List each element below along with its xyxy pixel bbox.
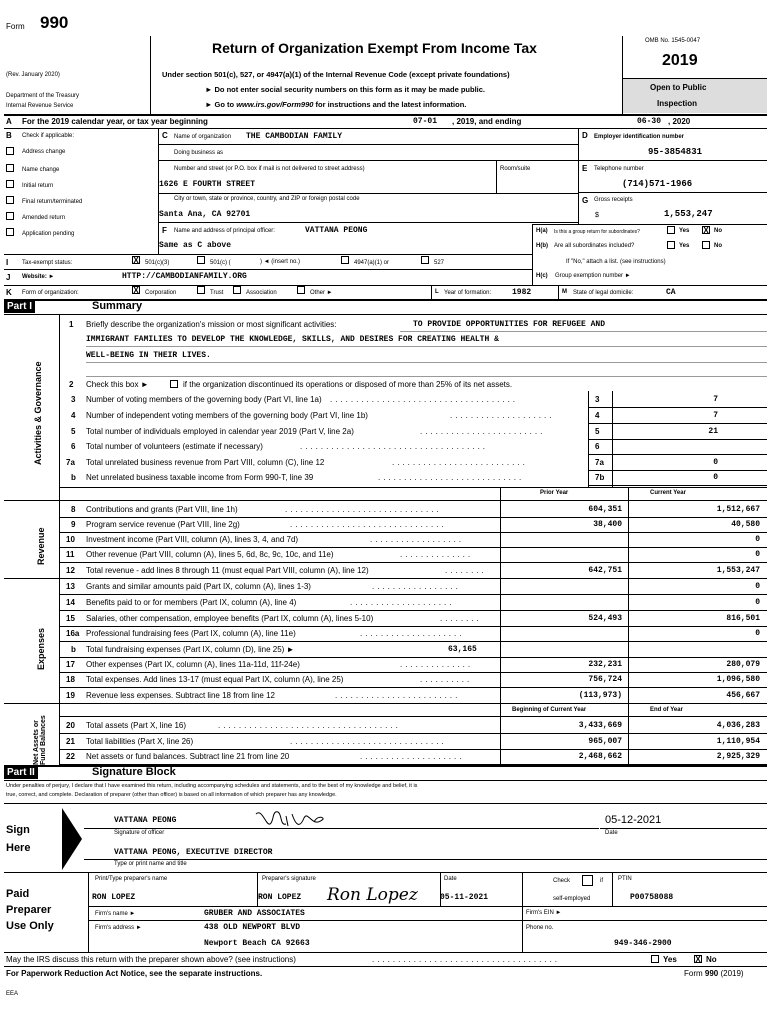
preparer-date-label: Date — [444, 876, 457, 882]
opt-other: Other ► — [310, 290, 333, 296]
prior-year-value: 965,007 — [588, 737, 622, 746]
revision-date: (Rev. January 2020) — [6, 72, 60, 78]
fin-line-text: Total liabilities (Part X, line 26) — [86, 737, 194, 746]
gov-line-num: 4 — [71, 411, 76, 420]
hc-label: H(c) — [536, 273, 548, 279]
prior-year-value: 756,724 — [588, 675, 622, 684]
officer-name-title: VATTANA PEONG, EXECUTIVE DIRECTOR — [114, 848, 273, 857]
preparer-signature-image: Ron Lopez — [327, 885, 418, 905]
checkbox-application-pending[interactable] — [6, 228, 14, 236]
hb-label: H(b) — [536, 243, 548, 249]
dept-irs: Internal Revenue Service — [6, 103, 74, 109]
gov-line-num: b — [71, 473, 76, 482]
fin-inline-value: 63,165 — [448, 645, 477, 654]
leader-dots: .............. — [400, 660, 474, 669]
checkbox-discontinued[interactable] — [170, 380, 178, 388]
city-state-zip: Santa Ana, CA 92701 — [159, 210, 251, 219]
gov-line-text: Number of independent voting members of the governing body (Part VI, line 1b) — [86, 411, 368, 420]
leader-dots: ........................ — [420, 427, 546, 436]
fin-line-num: 15 — [66, 614, 75, 623]
street-label: Number and street (or P.O. box if mail is not delivered to street address) — [174, 166, 365, 172]
line2-text-a: Check this box ► — [86, 380, 149, 389]
eea-label: EEA — [6, 991, 19, 997]
gov-line-text: Total number of volunteers (estimate if necessary) — [86, 442, 263, 451]
leader-dots: ........ — [440, 614, 482, 623]
year-begin: 07-01 — [413, 117, 438, 126]
fin-line-text: Total revenue - add lines 8 through 11 (must equal Part VIII, column (A), line 12) — [86, 566, 369, 575]
prior-year-value: 38,400 — [593, 520, 622, 529]
leader-dots: ........ — [445, 566, 487, 575]
leader-dots: .................................... — [300, 442, 489, 451]
checkbox-address-change[interactable] — [6, 147, 14, 155]
fin-line-text: Grants and similar amounts paid (Part IX, column (A), lines 1-3) — [86, 582, 311, 591]
fin-line-text: Contributions and grants (Part VIII, line 1h) — [86, 505, 238, 514]
opt-4947: 4947(a)(1) or — [354, 260, 390, 266]
fin-line-text: Other revenue (Part VIII, column (A), lines 5, 6d, 8c, 9c, 10c, and 11e) — [86, 550, 334, 559]
opt-application-pending: Application pending — [22, 231, 75, 237]
gov-line-text: Total number of individuals employed in calendar year 2019 (Part V, line 2a) — [86, 427, 354, 436]
discuss-yes: Yes — [663, 955, 677, 964]
prior-year-value: 604,351 — [588, 505, 622, 514]
opt-name-change: Name change — [22, 167, 60, 173]
ha-text: Is this a group return for subordinates? — [554, 229, 640, 235]
current-year-value: 1,553,247 — [716, 566, 760, 575]
gov-line-num: 7a — [66, 458, 75, 467]
opt-association: Association — [246, 290, 277, 296]
leader-dots: ............................ — [378, 473, 525, 482]
current-year-value: 40,580 — [731, 520, 760, 529]
discuss-yes-checkbox[interactable] — [651, 955, 659, 963]
current-year-value: 0 — [755, 629, 760, 638]
gov-line-num: 3 — [71, 395, 76, 404]
sign-label: Sign — [6, 824, 30, 836]
if-label: if — [600, 878, 603, 884]
open-public: Open to Public — [650, 83, 707, 92]
fin-line-text: Revenue less expenses. Subtract line 18 from line 12 — [86, 691, 275, 700]
preparer-name: RON LOPEZ — [92, 893, 136, 902]
current-year-value: 0 — [755, 535, 760, 544]
c-label: C — [162, 131, 168, 140]
checkbox-corporation[interactable]: X — [133, 286, 139, 295]
omb-number: OMB No. 1545-0047 — [645, 38, 701, 44]
mission-line1: TO PROVIDE OPPORTUNITIES FOR REFUGEE AND — [413, 320, 606, 329]
opt-527: 527 — [434, 260, 445, 266]
line-b-label: B — [6, 131, 12, 140]
form-title: Return of Organization Exempt From Income Tax — [212, 40, 537, 56]
current-year-value: 1,512,667 — [716, 505, 760, 514]
year-formation-label: Year of formation: — [444, 290, 492, 296]
preparer-date: 05-11-2021 — [440, 893, 489, 902]
prior-year-value: 524,493 — [588, 614, 622, 623]
checkbox-4947[interactable] — [341, 256, 349, 264]
ha-yes-checkbox[interactable] — [667, 226, 675, 234]
d-label: D — [582, 131, 588, 140]
gross-sign: $ — [595, 212, 599, 219]
fin-line-num: 11 — [66, 550, 75, 559]
checkbox-association[interactable] — [233, 286, 241, 294]
form-number: 990 — [40, 13, 69, 32]
checkbox-501c3[interactable]: X — [133, 256, 139, 265]
fin-line-num: 12 — [66, 566, 75, 575]
current-year-value: 0 — [755, 550, 760, 559]
current-year-value: 2,925,329 — [716, 752, 760, 761]
year-end-year: , 2020 — [668, 117, 691, 126]
tax-exempt-label: Tax-exempt status: — [22, 260, 73, 266]
firm-ein-label: Firm's EIN ► — [526, 910, 562, 916]
fin-line-num: 16a — [66, 629, 80, 638]
hb-yes-checkbox[interactable] — [667, 241, 675, 249]
side-expenses: Expenses — [36, 627, 46, 670]
firm-phone-label: Phone no. — [526, 925, 554, 931]
officer-sign-date: 05-12-2021 — [605, 814, 662, 826]
use-only-label: Use Only — [6, 920, 54, 932]
opt-final-return: Final return/terminated — [22, 199, 83, 205]
leader-dots: ................................... — [218, 721, 401, 730]
fin-line-text: Other expenses (Part IX, column (A), lines 11a-11d, 11f-24e) — [86, 660, 300, 669]
gov-line-num: 6 — [71, 442, 76, 451]
checkbox-527[interactable] — [421, 256, 429, 264]
firm-address-line2: Newport Beach CA 92663 — [204, 939, 310, 948]
e-label: E — [582, 164, 588, 173]
hb-yes: Yes — [679, 243, 690, 249]
ha-yes: Yes — [679, 228, 690, 234]
opt-corporation: Corporation — [145, 290, 177, 296]
preparer-ptin: P00758088 — [630, 893, 674, 902]
gov-line-text: Net unrelated business taxable income from Form 990-T, line 39 — [86, 473, 314, 482]
current-year-value: 1,096,580 — [716, 675, 760, 684]
ein-label: Employer identification number — [594, 134, 685, 140]
preparer-name-label: Print/Type preparer's name — [95, 876, 168, 882]
sign-here-arrow — [62, 808, 84, 870]
leader-dots: .................... — [350, 598, 455, 607]
mission-line3: WELL-BEING IN THEIR LIVES. — [86, 351, 211, 360]
opt-address-change: Address change — [22, 149, 66, 155]
gov-line-value: 21 — [708, 427, 718, 436]
part2-title: Signature Block — [92, 766, 176, 778]
form-of-org-label: Form of organization: — [22, 290, 79, 296]
part2-tag: Part II — [4, 766, 38, 779]
opt-501c: 501(c) ( — [210, 260, 231, 266]
leader-dots: .............................. — [290, 737, 447, 746]
line1-text: Briefly describe the organization's mission or most significant activities: — [86, 320, 337, 329]
form-reference: Form 990 (2019) — [684, 969, 744, 978]
leader-dots: .......................... — [392, 458, 528, 467]
current-year-value: 1,110,954 — [716, 737, 760, 746]
dept-treasury: Department of the Treasury — [6, 93, 80, 99]
form-subtitle: Under section 501(c), 527, or 4947(a)(1) of the Internal Revenue Code (except private foundations) — [162, 70, 510, 79]
prior-year-value: (113,973) — [578, 691, 622, 700]
line2-num: 2 — [69, 380, 74, 389]
domicile-state: CA — [666, 288, 676, 297]
gov-line-value: 7 — [713, 395, 718, 404]
leader-dots: .................... — [450, 411, 555, 420]
checkbox-final-return[interactable] — [6, 196, 14, 204]
officer-signature-name: VATTANA PEONG — [114, 816, 177, 825]
gov-line-text: Total unrelated business revenue from Part VIII, column (C), line 12 — [86, 458, 325, 467]
ha-label: H(a) — [536, 228, 548, 234]
website-label: Website: ► — [22, 274, 55, 280]
org-name-label: Name of organization — [174, 134, 232, 140]
leader-dots: .......... — [420, 675, 473, 684]
firm-name: GRUBER AND ASSOCIATES — [204, 909, 305, 918]
fin-line-text: Total expenses. Add lines 13-17 (must equal Part IX, column (A), line 25) — [86, 675, 344, 684]
gov-line-num: 5 — [71, 427, 76, 436]
room-suite-label: Room/suite — [500, 166, 531, 172]
leader-dots: .................................... — [330, 395, 519, 404]
here-label: Here — [6, 842, 31, 854]
current-year-value: 0 — [755, 582, 760, 591]
discuss-no: No — [706, 955, 717, 964]
col-end-year: End of Year — [650, 707, 683, 713]
current-year-value: 4,036,283 — [716, 721, 760, 730]
hb-no-checkbox[interactable] — [702, 241, 710, 249]
city-label: City or town, state or province, country, and ZIP or foreign postal code — [174, 196, 360, 202]
line-a-label: A — [6, 117, 12, 126]
mission-line2: IMMIGRANT FAMILIES TO DEVELOP THE KNOWLEDGE, SKILLS, AND DESIRES FOR CREATING HEALTH & — [86, 335, 499, 344]
ha-no: No — [714, 228, 722, 234]
hb-note: If "No," attach a list. (see instructions) — [566, 259, 666, 265]
check-label: Check — [553, 878, 571, 884]
hb-text: Are all subordinates included? — [554, 243, 635, 249]
phone-label: Telephone number — [594, 166, 644, 172]
line2-text-b: if the organization discontinued its operations or disposed of more than 25% of its net assets. — [183, 380, 513, 389]
gross-label: Gross receipts — [594, 197, 633, 203]
leader-dots: .............. — [400, 550, 474, 559]
preparer-label: Preparer — [6, 904, 52, 916]
org-name: THE CAMBODIAN FAMILY — [246, 132, 343, 141]
current-year-value: 0 — [755, 598, 760, 607]
hc-text: Group exemption number ► — [555, 273, 631, 279]
gov-line-value: 0 — [713, 473, 718, 482]
firm-name-label: Firm's name ► — [95, 911, 136, 917]
principal-officer: VATTANA PEONG — [305, 226, 368, 235]
perjury-line2: true, correct, and complete. Declaration of preparer (other than officer) is based on all information of which preparer has any knowledge. — [6, 792, 337, 798]
prior-year-value: 642,751 — [588, 566, 622, 575]
gov-line-box: 4 — [595, 411, 600, 420]
line-k-label: K — [6, 288, 12, 297]
check-if-applicable: Check if applicable: — [22, 133, 75, 139]
part1-title: Summary — [92, 300, 143, 312]
gov-line-box: 3 — [595, 395, 600, 404]
prior-year-value: 2,468,662 — [578, 752, 622, 761]
gov-line-box: 6 — [595, 442, 600, 451]
checkbox-amended-return[interactable] — [6, 212, 14, 220]
opt-initial-return: Initial return — [22, 183, 54, 189]
fin-line-num: 8 — [71, 505, 76, 514]
year-mid: , 2019, and ending — [452, 117, 522, 126]
opt-amended-return: Amended return — [22, 215, 66, 221]
name-title-label: Type or print name and title — [114, 861, 187, 867]
fin-line-text: Total fundraising expenses (Part IX, column (D), line 25) ► — [86, 645, 295, 654]
col-current-year: Current Year — [650, 490, 686, 496]
officer-signature-image — [252, 806, 332, 830]
fin-line-text: Investment income (Part VIII, column (A), lines 3, 4, and 7d) — [86, 535, 299, 544]
fin-line-text: Salaries, other compensation, employee benefits (Part IX, column (A), lines 5-10) — [86, 614, 374, 623]
fin-line-text: Program service revenue (Part VIII, line 2g) — [86, 520, 240, 529]
line-j-label: J — [6, 273, 11, 282]
firm-phone: 949-346-2900 — [614, 939, 672, 948]
gov-line-box: 7b — [595, 473, 605, 482]
self-employed-label: self-employed — [553, 896, 591, 902]
f-label: F — [162, 226, 167, 235]
line1-num: 1 — [69, 320, 74, 329]
current-year-value: 280,079 — [726, 660, 760, 669]
preparer-sig-name: RON LOPEZ — [258, 893, 302, 902]
ein-value: 95-3854831 — [648, 147, 703, 157]
irs-discuss-dots: .................................... — [372, 955, 561, 964]
gov-line-box: 5 — [595, 427, 600, 436]
current-year-value: 456,667 — [726, 691, 760, 700]
dba-label: Doing business as — [174, 150, 224, 156]
perjury-line1: Under penalties of perjury, I declare that I have examined this return, including accompanying schedules and statements, and to the best of my knowledge and belief, it is — [6, 783, 418, 789]
fin-line-num: 19 — [66, 691, 75, 700]
checkbox-other[interactable] — [297, 286, 305, 294]
gov-line-value: 7 — [713, 411, 718, 420]
checkbox-501c[interactable] — [197, 256, 205, 264]
prior-year-value: 232,231 — [588, 660, 622, 669]
fin-line-num: 13 — [66, 582, 75, 591]
notice-instructions: ► Go to www.irs.gov/Form990 for instructions and the latest information. — [205, 100, 467, 109]
fin-line-num: 14 — [66, 598, 75, 607]
paid-label: Paid — [6, 888, 30, 900]
hb-no: No — [714, 243, 722, 249]
phone-value: (714)571-1966 — [622, 179, 693, 189]
side-net-assets: Net Assets or Fund Balances — [33, 715, 47, 765]
street-address: 1626 E FOURTH STREET — [159, 180, 256, 189]
prior-year-value: 3,433,669 — [578, 721, 622, 730]
line-a-text: For the 2019 calendar year, or tax year beginning — [22, 117, 208, 126]
irs-discuss-text: May the IRS discuss this return with the preparer shown above? (see instructions) — [6, 955, 296, 964]
opt-trust: Trust — [210, 290, 224, 296]
col-beginning-year: Beginning of Current Year — [512, 707, 587, 713]
fin-line-num: 20 — [66, 721, 75, 730]
self-employed-checkbox[interactable] — [582, 875, 593, 886]
gov-line-value: 0 — [713, 458, 718, 467]
side-activities-governance: Activities & Governance — [33, 361, 43, 465]
irs-link[interactable]: www.irs.gov/Form990 — [236, 100, 314, 109]
website-url[interactable]: HTTP://CAMBODIANFAMILY.ORG — [122, 272, 247, 281]
signature-officer-label: Signature of officer — [114, 830, 165, 836]
leader-dots: .................... — [360, 752, 465, 761]
checkbox-name-change[interactable] — [6, 164, 14, 172]
side-revenue: Revenue — [36, 527, 46, 565]
tax-year: 2019 — [662, 52, 698, 69]
gov-line-text: Number of voting members of the governing body (Part VI, line 1a) — [86, 395, 322, 404]
year-formation: 1982 — [512, 288, 532, 297]
inspection: Inspection — [657, 99, 698, 108]
fin-line-num: 17 — [66, 660, 75, 669]
fin-line-text: Total assets (Part X, line 16) — [86, 721, 187, 730]
ha-no-checkbox[interactable]: X — [703, 226, 709, 235]
preparer-sig-label: Preparer's signature — [262, 876, 316, 882]
firm-address-line1: 438 OLD NEWPORT BLVD — [204, 923, 301, 932]
fin-line-num: 9 — [71, 520, 76, 529]
leader-dots: .............................. — [290, 520, 447, 529]
fin-line-text: Professional fundraising fees (Part IX, column (A), line 11e) — [86, 629, 296, 638]
officer-address: Same as C above — [159, 241, 232, 250]
officer-label: Name and address of principal officer: — [174, 228, 275, 234]
ptin-label: PTIN — [618, 876, 632, 882]
fin-line-num: 10 — [66, 535, 75, 544]
gross-receipts: 1,553,247 — [664, 209, 713, 219]
domicile-label: State of legal domicile: — [573, 290, 634, 296]
line-i-label: I — [6, 258, 9, 267]
year-end: 06-30 — [637, 117, 662, 126]
form-label: Form — [6, 22, 25, 31]
m-label: M — [562, 289, 567, 295]
part1-tag: Part I — [4, 300, 35, 313]
opt-501c-insert: ) ◄ (insert no.) — [260, 259, 300, 265]
fin-line-num: 18 — [66, 675, 75, 684]
fin-line-num: 22 — [66, 752, 75, 761]
checkbox-initial-return[interactable] — [6, 180, 14, 188]
leader-dots: .................. — [370, 535, 465, 544]
l-label: L — [435, 289, 439, 295]
g-label: G — [582, 196, 589, 205]
fin-line-text: Net assets or fund balances. Subtract line 21 from line 20 — [86, 752, 290, 761]
notice-ssn: ► Do not enter social security numbers on this form as it may be made public. — [205, 85, 485, 94]
date-label: Date — [605, 830, 618, 836]
discuss-no-checkbox[interactable]: X — [695, 955, 701, 964]
leader-dots: ................. — [372, 582, 461, 591]
current-year-value: 816,501 — [726, 614, 760, 623]
fin-line-num: 21 — [66, 737, 75, 746]
checkbox-trust[interactable] — [197, 286, 205, 294]
firm-address-label: Firm's address ► — [95, 925, 142, 931]
fin-line-text: Benefits paid to or for members (Part IX, column (A), line 4) — [86, 598, 297, 607]
leader-dots: .................... — [360, 629, 465, 638]
paperwork-notice: For Paperwork Reduction Act Notice, see the separate instructions. — [6, 969, 263, 978]
opt-501c3: 501(c)(3) — [145, 260, 170, 266]
fin-line-num: b — [71, 645, 76, 654]
leader-dots: .............................. — [285, 505, 442, 514]
gov-line-box: 7a — [595, 458, 604, 467]
leader-dots: ........................ — [335, 691, 461, 700]
col-prior-year: Prior Year — [540, 490, 569, 496]
